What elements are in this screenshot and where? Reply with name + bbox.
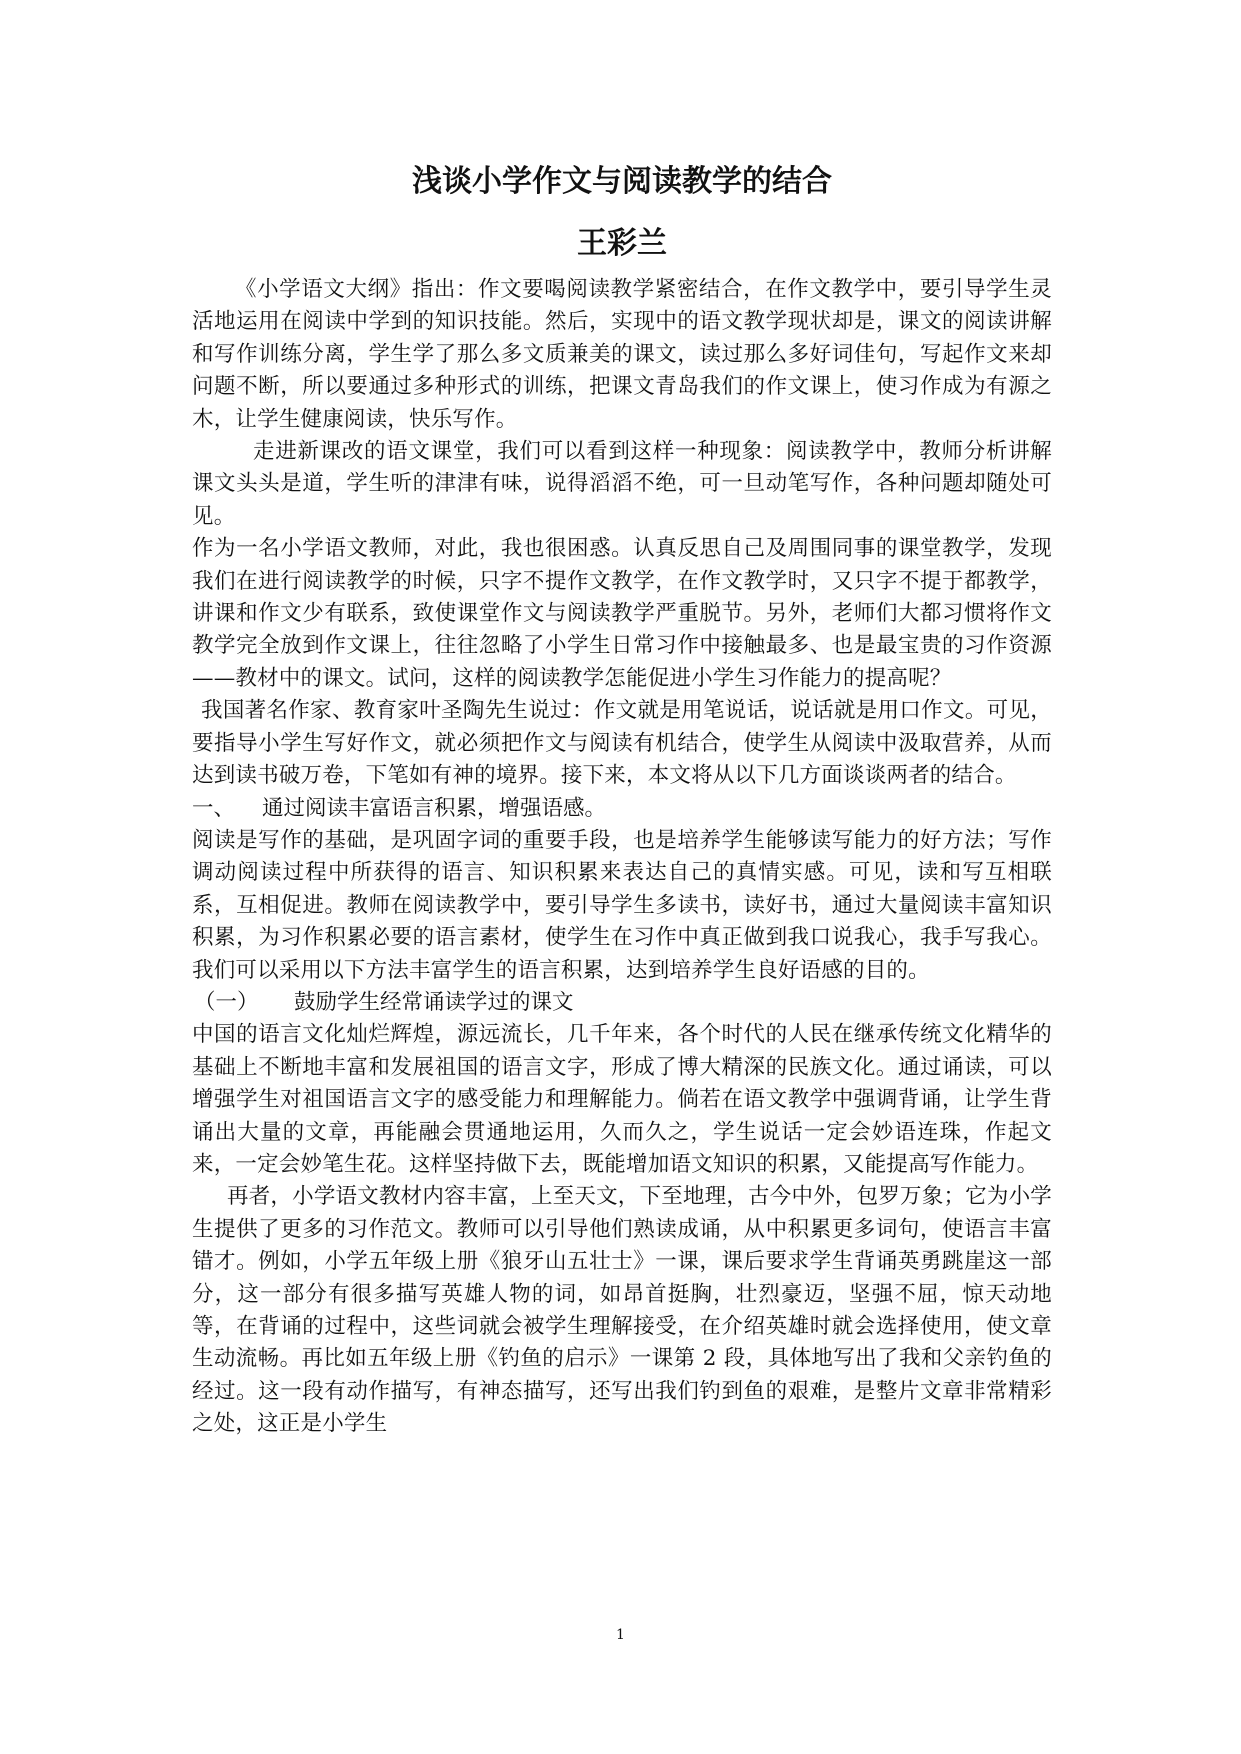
paragraph: 我国著名作家、教育家叶圣陶先生说过：作文就是用笔说话，说话就是用口作文。可见，要指导小学生写好作文，就必须把作文与阅读有机结合，使学生从阅读中汲取营养，从而达到读书破万卷，下笔如有神的境界。接下来，本文将从以下几方面谈谈两者的结合。 <box>192 698 1052 789</box>
subsection-heading-text: 鼓励学生经常诵读学过的课文 <box>294 989 574 1015</box>
paragraph: 《小学语文大纲》指出：作文要喝阅读教学紧密结合，在作文教学中，要引导学生灵活地运用在阅读中学到的知识技能。然后，实现中的语文教学现状却是，课文的阅读讲解和写作训练分离，学生学了那么多文质兼美的课文，读过那么多好词佳句，写起作文来却问题不断，所以要通过多种形式的训练，把课文青岛我们的作文课上，使习作成为有源之木，让学生健康阅读，快乐写作。 <box>192 277 1052 432</box>
document-author: 王彩兰 <box>577 226 667 261</box>
document-body <box>192 274 1052 1441</box>
section-number: 一、 <box>192 795 236 821</box>
paragraph: 中国的语言文化灿烂辉煌，源远流长，几千年来，各个时代的人民在继承传统文化精华的基础上不断地丰富和发展祖国的语言文字，形成了博大精深的民族文化。通过诵读，可以增强学生对祖国语言文字的感受能力和理解能力。倘若在语文教学中强调背诵，让学生背诵出大量的文章，再能融会贯通地运用，久而久之，学生说话一定会妙语连珠，作起文来，一定会妙笔生花。这样坚持做下去，既能增加语文知识的积累，又能提高写作能力。 <box>192 1022 1052 1177</box>
section-heading-text: 通过阅读丰富语言积累，增强语感。 <box>262 795 607 821</box>
paragraph: 作为一名小学语文教师，对此，我也很困惑。认真反思自己及周围同事的课堂教学，发现我们在进行阅读教学的时候，只字不提作文教学，在作文教学时，又只字不提于都教学，讲课和作文少有联系，致使课堂作文与阅读教学严重脱节。另外，老师们大都习惯将作文教学完全放到作文课上，往往忽略了小学生日常习作中接触最多、也是最宝贵的习作资源——教材中的课文。试问，这样的阅读教学怎能促进小学生习作能力的提高呢？ <box>192 536 1052 691</box>
document-title: 浅谈小学作文与阅读教学的结合 <box>412 164 832 199</box>
subsection-number: （一） <box>194 989 259 1015</box>
subsection-heading <box>192 987 1052 1019</box>
section-heading <box>192 793 1052 825</box>
paragraph: 再者，小学语文教材内容丰富，上至天文，下至地理，古今中外，包罗万象；它为小学生提供了更多的习作范文。教师可以引导他们熟读成诵，从中积累更多词句，使语言丰富错才。例如，小学五年级上册《狼牙山五壮士》一课，课后要求学生背诵英勇跳崖这一部分，这一部分有很多描写英雄人物的词，如昂首挺胸，壮烈豪迈，坚强不屈，惊天动地等，在背诵的过程中，这些词就会被学生理解接受，在介绍英雄时就会选择使用，使文章生动流畅。再比如五年级上册《钓鱼的启示》一课第 2 段，具体地写出了我和父亲钓鱼的经过。这一段有动作描写，有神态描写，还写出我们钓到鱼的艰难，是整片文章非常精彩之处，这正是小学生 <box>192 1184 1052 1437</box>
paragraph: 走进新课改的语文课堂，我们可以看到这样一种现象：阅读教学中，教师分析讲解课文头头是道，学生听的津津有味，说得滔滔不绝，可一旦动笔写作，各种问题却随处可见。 <box>192 439 1052 529</box>
paragraph: 阅读是写作的基础，是巩固字词的重要手段，也是培养学生能够读写能力的好方法；写作调动阅读过程中所获得的语言、知识积累来表达自己的真情实感。可见，读和写互相联系，互相促进。教师在阅读教学中，要引导学生多读书，读好书，通过大量阅读丰富知识积累，为习作积累必要的语言素材，使学生在习作中真正做到我口说我心，我手写我心。我们可以采用以下方法丰富学生的语言积累，达到培养学生良好语感的目的。 <box>192 827 1052 983</box>
document-page <box>192 150 1052 1441</box>
page-number: 1 <box>616 1627 625 1643</box>
